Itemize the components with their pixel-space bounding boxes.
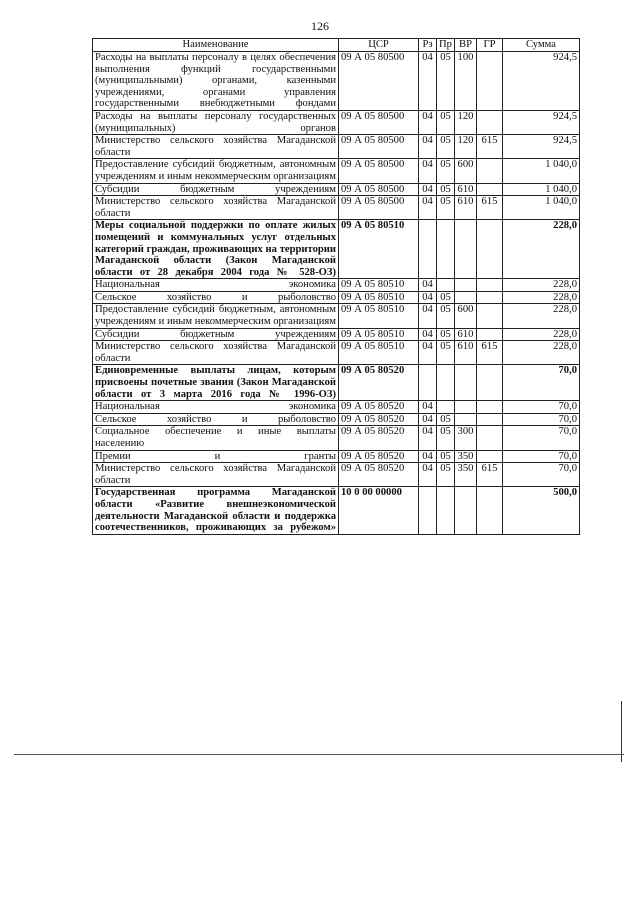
cell-gr: [477, 487, 503, 534]
cell-gr: 615: [477, 196, 503, 220]
cell-sum: 228,0: [503, 220, 580, 279]
table-row: [93, 426, 580, 450]
cell-rz: 04: [419, 110, 437, 134]
cell-csr: 09 А 05 80510: [339, 291, 419, 304]
cell-sum: 228,0: [503, 341, 580, 365]
cell-gr: [477, 291, 503, 304]
table-row: [93, 487, 580, 534]
cell-pr: 05: [437, 159, 455, 183]
header-gr: ГР: [477, 39, 503, 52]
cell-sum: 1 040,0: [503, 159, 580, 183]
cell-rz: [419, 487, 437, 534]
margin-vertical-line: [621, 701, 622, 762]
cell-vr: [455, 413, 477, 426]
cell-vr: 610: [455, 328, 477, 341]
cell-pr: [437, 365, 455, 401]
cell-gr: 615: [477, 135, 503, 159]
cell-gr: [477, 365, 503, 401]
cell-pr: 05: [437, 413, 455, 426]
cell-name: Сельское хозяйство и рыболовство: [93, 413, 339, 426]
cell-csr: 09 А 05 80500: [339, 183, 419, 196]
cell-rz: 04: [419, 413, 437, 426]
cell-name: Министерство сельского хозяйства Магаданской области: [93, 341, 339, 365]
cell-gr: [477, 159, 503, 183]
page-number: 126: [311, 19, 329, 33]
cell-name: Государственная программа Магаданской области «Развитие внешнеэкономической деятельности Магаданской области и поддержка соотечественников, проживающих за рубежом»: [93, 487, 339, 534]
cell-sum: 228,0: [503, 328, 580, 341]
cell-csr: 09 А 05 80520: [339, 401, 419, 414]
cell-gr: [477, 426, 503, 450]
cell-name: Расходы на выплаты персоналу в целях обеспечения выполнения функций государственными (муниципальными) органами, казенными учреждениями, органами управления государственными внебюджетными фондами: [93, 52, 339, 111]
cell-rz: 04: [419, 463, 437, 487]
cell-gr: [477, 110, 503, 134]
cell-sum: 70,0: [503, 413, 580, 426]
cell-gr: [477, 52, 503, 111]
cell-pr: 05: [437, 291, 455, 304]
cell-csr: 09 А 05 80510: [339, 279, 419, 292]
table-row: [93, 328, 580, 341]
cell-pr: 05: [437, 463, 455, 487]
header-csr: ЦСР: [339, 39, 419, 52]
cell-vr: [455, 291, 477, 304]
cell-csr: 09 А 05 80500: [339, 159, 419, 183]
table-row: [93, 341, 580, 365]
table-row: [93, 365, 580, 401]
cell-rz: 04: [419, 159, 437, 183]
cell-csr: 09 А 05 80510: [339, 220, 419, 279]
cell-rz: 04: [419, 304, 437, 328]
cell-vr: 610: [455, 196, 477, 220]
cell-rz: 04: [419, 52, 437, 111]
cell-pr: [437, 487, 455, 534]
cell-pr: 05: [437, 110, 455, 134]
cell-name: Предоставление субсидий бюджетным, автономным учреждениям и иным некоммерческим организациям: [93, 159, 339, 183]
cell-sum: 924,5: [503, 135, 580, 159]
table-row: [93, 159, 580, 183]
cell-gr: [477, 328, 503, 341]
cell-sum: 228,0: [503, 304, 580, 328]
cell-vr: 610: [455, 341, 477, 365]
cell-vr: 600: [455, 159, 477, 183]
cell-sum: 500,0: [503, 487, 580, 534]
cell-pr: 05: [437, 183, 455, 196]
cell-rz: 04: [419, 401, 437, 414]
header-name: Наименование: [93, 39, 339, 52]
cell-gr: [477, 279, 503, 292]
cell-rz: 04: [419, 196, 437, 220]
cell-gr: [477, 304, 503, 328]
cell-pr: [437, 220, 455, 279]
cell-name: Предоставление субсидий бюджетным, автономным учреждениям и иным некоммерческим организациям: [93, 304, 339, 328]
cell-csr: 09 А 05 80520: [339, 450, 419, 463]
header-rz: Рз: [419, 39, 437, 52]
cell-pr: 05: [437, 450, 455, 463]
table-row: [93, 135, 580, 159]
cell-name: Министерство сельского хозяйства Магаданской области: [93, 463, 339, 487]
cell-csr: 09 А 05 80500: [339, 52, 419, 111]
cell-name: Единовременные выплаты лицам, которым присвоены почетные звания (Закон Магаданской области от 3 марта 2016 года № 1996-ОЗ): [93, 365, 339, 401]
cell-name: Субсидии бюджетным учреждениям: [93, 183, 339, 196]
cell-vr: 120: [455, 110, 477, 134]
cell-rz: [419, 365, 437, 401]
cell-vr: 600: [455, 304, 477, 328]
cell-rz: 04: [419, 183, 437, 196]
footer-horizontal-line: [14, 754, 624, 755]
header-sum: Сумма: [503, 39, 580, 52]
table-row: [93, 463, 580, 487]
cell-sum: 70,0: [503, 450, 580, 463]
header-row: [93, 39, 580, 52]
cell-sum: 1 040,0: [503, 183, 580, 196]
cell-vr: [455, 365, 477, 401]
table-row: [93, 52, 580, 111]
cell-name: Премии и гранты: [93, 450, 339, 463]
table-row: [93, 110, 580, 134]
cell-sum: 228,0: [503, 291, 580, 304]
cell-vr: [455, 487, 477, 534]
budget-table: [92, 38, 580, 535]
cell-sum: 1 040,0: [503, 196, 580, 220]
cell-pr: [437, 401, 455, 414]
cell-pr: 05: [437, 135, 455, 159]
cell-rz: 04: [419, 279, 437, 292]
cell-pr: [437, 279, 455, 292]
cell-rz: 04: [419, 328, 437, 341]
cell-name: Сельское хозяйство и рыболовство: [93, 291, 339, 304]
cell-pr: 05: [437, 52, 455, 111]
cell-name: Социальное обеспечение и иные выплаты населению: [93, 426, 339, 450]
cell-name: Субсидии бюджетным учреждениям: [93, 328, 339, 341]
cell-sum: 924,5: [503, 110, 580, 134]
cell-sum: 70,0: [503, 365, 580, 401]
cell-vr: 610: [455, 183, 477, 196]
cell-rz: 04: [419, 426, 437, 450]
cell-gr: 615: [477, 463, 503, 487]
cell-gr: [477, 413, 503, 426]
cell-rz: 04: [419, 341, 437, 365]
cell-name: Расходы на выплаты персоналу государственных (муниципальных) органов: [93, 110, 339, 134]
cell-sum: 924,5: [503, 52, 580, 111]
cell-vr: [455, 220, 477, 279]
cell-csr: 09 А 05 80510: [339, 341, 419, 365]
table-row: [93, 291, 580, 304]
cell-gr: [477, 401, 503, 414]
cell-sum: 228,0: [503, 279, 580, 292]
cell-name: Национальная экономика: [93, 401, 339, 414]
cell-vr: 350: [455, 463, 477, 487]
cell-csr: 09 А 05 80520: [339, 365, 419, 401]
cell-vr: 350: [455, 450, 477, 463]
cell-vr: [455, 279, 477, 292]
cell-csr: 09 А 05 80510: [339, 328, 419, 341]
cell-vr: [455, 401, 477, 414]
cell-csr: 09 А 05 80520: [339, 413, 419, 426]
cell-sum: 70,0: [503, 401, 580, 414]
cell-sum: 70,0: [503, 463, 580, 487]
cell-name: Министерство сельского хозяйства Магаданской области: [93, 135, 339, 159]
table-row: [93, 220, 580, 279]
cell-vr: 300: [455, 426, 477, 450]
cell-pr: 05: [437, 426, 455, 450]
header-pr: Пр: [437, 39, 455, 52]
cell-csr: 09 А 05 80520: [339, 426, 419, 450]
cell-csr: 09 А 05 80510: [339, 304, 419, 328]
cell-rz: 04: [419, 291, 437, 304]
table-row: [93, 279, 580, 292]
cell-gr: [477, 450, 503, 463]
cell-vr: 120: [455, 135, 477, 159]
table-row: [93, 413, 580, 426]
cell-pr: 05: [437, 341, 455, 365]
cell-name: Меры социальной поддержки по оплате жилых помещений и коммунальных услуг отдельных категорий граждан, проживающих на территории Магаданской области (Закон Магаданской области от 28 декабря 2004 года № 528-ОЗ): [93, 220, 339, 279]
table-row: [93, 304, 580, 328]
cell-pr: 05: [437, 304, 455, 328]
cell-vr: 100: [455, 52, 477, 111]
cell-pr: 05: [437, 328, 455, 341]
header-vr: ВР: [455, 39, 477, 52]
cell-csr: 09 А 05 80500: [339, 110, 419, 134]
cell-name: Национальная экономика: [93, 279, 339, 292]
table-row: [93, 196, 580, 220]
cell-csr: 09 А 05 80500: [339, 135, 419, 159]
table-row: [93, 450, 580, 463]
cell-gr: 615: [477, 341, 503, 365]
cell-csr: 09 А 05 80520: [339, 463, 419, 487]
cell-rz: 04: [419, 135, 437, 159]
cell-rz: [419, 220, 437, 279]
cell-gr: [477, 220, 503, 279]
table-row: [93, 183, 580, 196]
cell-rz: 04: [419, 450, 437, 463]
cell-pr: 05: [437, 196, 455, 220]
cell-csr: 09 А 05 80500: [339, 196, 419, 220]
cell-csr: 10 0 00 00000: [339, 487, 419, 534]
cell-gr: [477, 183, 503, 196]
cell-sum: 70,0: [503, 426, 580, 450]
table-row: [93, 401, 580, 414]
cell-name: Министерство сельского хозяйства Магаданской области: [93, 196, 339, 220]
